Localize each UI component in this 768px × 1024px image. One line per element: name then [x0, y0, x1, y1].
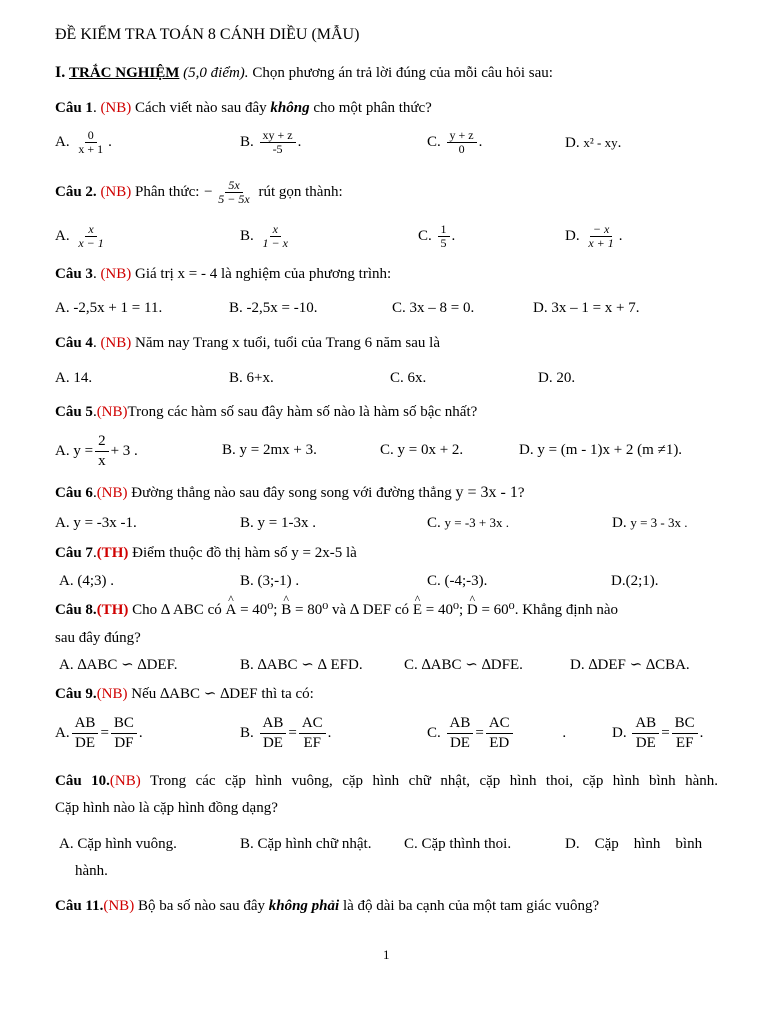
- denominator: DE: [262, 735, 283, 752]
- numerator: BC: [111, 714, 137, 734]
- q2-option-c: [418, 221, 455, 251]
- question-4: Câu 4. (NB) Năm nay Trang x tuổi, tuổi của Trang 6 năm sau là: [55, 335, 440, 351]
- question-label: Câu 1: [55, 100, 93, 116]
- q1-option-d: [565, 134, 621, 152]
- option-tail: .: [451, 228, 456, 244]
- denominator: 5: [440, 236, 447, 251]
- fraction: [486, 714, 513, 753]
- expression: y = -3x -1.: [73, 515, 137, 531]
- option-letter: B.: [240, 515, 254, 531]
- option-tail: .: [297, 134, 302, 150]
- question-10-line2: Cặp hình nào là cặp hình đồng dạng?: [55, 800, 278, 816]
- numerator: x: [85, 223, 96, 237]
- section-roman: I.: [55, 64, 66, 81]
- q2-option-d: [565, 221, 623, 251]
- question-5: Câu 5.(NB)Trong các hàm số sau đây hàm số nào là hàm số bậc nhất?: [55, 404, 478, 420]
- q5-option-d: [519, 441, 682, 459]
- q3-option-a: A. -2,5x + 1 = 11.: [55, 300, 163, 316]
- option-letter: D.: [565, 135, 580, 151]
- option-tail: .: [617, 135, 622, 151]
- option-letter: D.: [565, 228, 580, 244]
- denominator: 1 − x: [262, 236, 288, 251]
- fraction: [632, 714, 659, 753]
- q9-option-a: A. $\frac{AB}{DE}$ = $\frac{BC}{DF}$ .: [55, 715, 143, 752]
- q8-option-d: D. ∆DEF ∽ ∆CBA.: [570, 657, 690, 673]
- q4-option-b: B. 6+x.: [229, 370, 274, 386]
- q2-option-a: [55, 221, 109, 251]
- denominator: 5 − 5x: [218, 192, 250, 207]
- q6-option-d: [612, 514, 688, 532]
- numerator: AB: [260, 714, 287, 734]
- question-text: rút gọn thành:: [258, 184, 343, 200]
- fraction: [111, 714, 137, 753]
- q7-option-a: A. (4;3) .: [59, 573, 114, 589]
- section-header: [55, 64, 553, 82]
- expression: y = 2mx + 3.: [239, 442, 317, 458]
- denominator: -5: [272, 142, 283, 157]
- q4-option-a: A. 14.: [55, 370, 93, 386]
- question-10: [55, 772, 718, 790]
- expression: y = 1-3x .: [257, 515, 316, 531]
- angle-e: [412, 592, 422, 619]
- option-letter: B.: [240, 725, 254, 741]
- q5-option-c: [380, 441, 463, 459]
- q4-option-d: D. 20.: [538, 370, 576, 386]
- q10-option-d-cont: hành.: [75, 863, 108, 879]
- question-11: [55, 897, 599, 915]
- q5-option-b: [222, 441, 317, 459]
- fraction: [215, 179, 252, 206]
- expression: y = -3 + 3x .: [444, 515, 510, 530]
- q1-option-a: [55, 127, 112, 157]
- option-tail: .: [478, 134, 483, 150]
- question-2: [55, 177, 343, 207]
- hat-mark: ^: [283, 592, 290, 606]
- option-letter: D.: [612, 515, 627, 531]
- question-text: = 80⁰ và: [294, 602, 347, 618]
- fraction: [72, 714, 99, 753]
- fraction: [672, 714, 698, 753]
- option-tail: .: [618, 228, 623, 244]
- angle-a: [225, 592, 237, 619]
- fraction: [447, 129, 477, 156]
- level-tag: (TH): [96, 602, 129, 618]
- question-text: Cách viết nào sau đây: [135, 100, 267, 116]
- option-letter: C.: [427, 134, 441, 150]
- denominator: DE: [635, 735, 656, 752]
- hat-mark: ^: [469, 592, 476, 606]
- option-letter: C.: [427, 515, 441, 531]
- option-letter: C.: [427, 725, 441, 741]
- numerator: AC: [486, 714, 513, 734]
- question-text: Phân thức:: [135, 184, 200, 200]
- option-letter: C.: [418, 228, 432, 244]
- denominator: x + 1: [588, 236, 614, 251]
- angle-vertex: A: [225, 602, 237, 618]
- numerator: 1: [438, 223, 450, 237]
- question-text: = 60⁰. Khẳng định nào: [481, 602, 619, 618]
- option-tail: .: [699, 725, 704, 741]
- option-letter: A.: [55, 515, 70, 531]
- q3-option-b: B. -2,5x = -10.: [229, 300, 318, 316]
- option-letter: A.: [55, 134, 70, 150]
- question-text: = 40⁰;: [240, 602, 278, 618]
- q3-option-d: D. 3x – 1 = x + 7.: [533, 300, 640, 316]
- numerator: AB: [72, 714, 99, 734]
- q10-option-d: D. Cặp hình bình: [565, 836, 703, 852]
- hat-mark: ^: [414, 592, 421, 606]
- question-text: = 40⁰;: [425, 602, 464, 618]
- question-label: Câu 4: [55, 335, 93, 351]
- q7-option-b: B. (3;-1) .: [240, 573, 300, 589]
- question-label: Câu 8.: [55, 602, 97, 618]
- question-text: cho một phân thức?: [313, 100, 432, 116]
- q6-option-b: [240, 514, 316, 532]
- q7-option-c: C. (-4;-3).: [427, 573, 488, 589]
- numerator: 2: [95, 432, 109, 452]
- denominator: 0: [458, 142, 465, 157]
- question-1: Câu 1. (NB) Cách viết nào sau đây không cho một phân thức?: [55, 100, 432, 116]
- denominator: x: [98, 453, 106, 469]
- question-label: Câu 5: [55, 404, 93, 420]
- page-number: 1: [383, 947, 390, 962]
- q10-option-b: B. Cặp hình chữ nhật.: [240, 836, 372, 852]
- fraction: [299, 714, 326, 753]
- fraction: [75, 223, 106, 250]
- option-letter: B.: [240, 228, 254, 244]
- denominator: DF: [114, 735, 134, 752]
- q9-option-b: B. $\frac{AB}{DE}$ = $\frac{AC}{EF}$ .: [240, 715, 332, 752]
- denominator: x − 1: [78, 236, 104, 251]
- angle-vertex: E: [412, 602, 422, 618]
- q8-option-b: B. ∆ABC ∽ ∆ EFD.: [240, 657, 363, 673]
- option-letter: D.: [519, 442, 534, 458]
- option-letter: A.: [55, 228, 70, 244]
- denominator: EF: [675, 735, 694, 752]
- numerator: AC: [299, 714, 326, 734]
- question-text: ∆ DEF có: [349, 602, 410, 618]
- numerator: AB: [632, 714, 659, 734]
- q8-option-a: A. ∆ABC ∽ ∆DEF.: [59, 657, 178, 673]
- angle-b: [281, 592, 292, 619]
- q1-option-c: [427, 127, 482, 157]
- question-text: là độ dài ba cạnh của một tam giác vuông?: [342, 898, 600, 914]
- numerator: 0: [85, 129, 97, 143]
- angle-vertex: D: [466, 602, 478, 618]
- numerator: 5x: [225, 179, 242, 193]
- minus-sign: −: [203, 184, 214, 200]
- question-label: Câu 7: [55, 545, 93, 561]
- option-letter: B.: [222, 442, 236, 458]
- option-letter: B.: [240, 134, 254, 150]
- fraction: [438, 223, 450, 250]
- fraction: [95, 432, 109, 471]
- fraction: [447, 714, 474, 753]
- q5-option-a: [55, 432, 138, 471]
- question-text: Trong các cặp hình vuông, cặp hình chữ nhật, cặp hình thoi, cặp hình bình hành.: [149, 773, 719, 789]
- question-text: Giá trị x = - 4 là nghiệm của phương trình:: [135, 266, 392, 282]
- question-6: Câu 6.(NB) Đường thẳng nào sau đây song song với đường thẳng y = 3x - 1?: [55, 484, 525, 501]
- hat-mark: ^: [228, 592, 234, 606]
- question-text: Năm nay Trang x tuổi, tuổi của Trang 6 năm sau là: [135, 335, 440, 351]
- q4-option-c: C. 6x.: [390, 370, 427, 386]
- question-label: Câu 11.: [55, 898, 104, 914]
- level-tag: (NB): [103, 898, 135, 914]
- question-label: Câu 3: [55, 266, 93, 282]
- question-text: Nếu ∆ABC ∽ ∆DEF thì ta có:: [131, 686, 314, 702]
- fraction: [260, 129, 296, 156]
- q9-option-c: C. $\frac{AB}{DE}$ = $\frac{AC}{ED}$ .: [427, 715, 567, 752]
- expression: y = (m - 1)x + 2: [537, 442, 634, 458]
- question-text: ∆ ABC có: [160, 602, 222, 618]
- denominator: x + 1: [78, 142, 104, 157]
- q6-option-a: [55, 514, 137, 532]
- q2-option-b: [240, 221, 293, 251]
- document-title: ĐỀ KIỂM TRA TOÁN 8 CÁNH DIỀU (MẪU): [55, 26, 360, 43]
- option-letter: A.: [55, 442, 70, 459]
- section-name: TRẮC NGHIỆM: [68, 65, 180, 81]
- question-8: [55, 592, 619, 619]
- option-tail: .: [327, 725, 332, 741]
- level-tag: (NB): [100, 184, 132, 200]
- option-letter: D.: [612, 725, 627, 741]
- q1-option-b: [240, 127, 301, 157]
- fraction: [75, 129, 106, 156]
- denominator: EF: [303, 735, 321, 752]
- keyword: không phải: [268, 898, 340, 914]
- question-8-line2: sau đây đúng?: [55, 630, 141, 646]
- question-9: [55, 685, 314, 703]
- level-tag: (NB): [109, 773, 141, 789]
- fraction: [260, 223, 291, 250]
- level-tag: (NB): [96, 485, 128, 501]
- question-text: Đường thẳng nào sau đây song song với đường thẳng: [131, 485, 452, 501]
- line-expression: y = 3x - 1: [455, 484, 518, 501]
- q9-option-d: D. $\frac{AB}{DE}$ = $\frac{BC}{EF}$ .: [612, 715, 704, 752]
- condition: (m ≠1).: [637, 442, 683, 458]
- numerator: − x: [590, 223, 612, 237]
- question-label: Câu 6: [55, 485, 93, 501]
- level-tag: (NB): [100, 266, 132, 282]
- level-tag: (NB): [96, 686, 128, 702]
- fraction: [260, 714, 287, 753]
- expression: y =: [73, 442, 94, 459]
- denominator: DE: [75, 735, 96, 752]
- question-3: Câu 3. (NB) Giá trị x = - 4 là nghiệm của phương trình:: [55, 266, 392, 282]
- question-label: Câu 9.: [55, 686, 97, 702]
- q10-option-a: A. Cặp hình vuông.: [59, 836, 177, 852]
- angle-d: [466, 592, 478, 619]
- q3-option-c: C. 3x – 8 = 0.: [392, 300, 475, 316]
- denominator: DE: [449, 735, 470, 752]
- level-tag: (NB): [100, 100, 132, 116]
- section-instruction: Chọn phương án trả lời đúng của mỗi câu hỏi sau:: [252, 65, 553, 81]
- numerator: BC: [672, 714, 698, 734]
- question-label: Câu 10.: [55, 773, 110, 789]
- numerator: x: [270, 223, 281, 237]
- question-7: Câu 7.(TH) Điểm thuộc đồ thị hàm số y = 2x-5 là: [55, 545, 357, 561]
- numerator: xy + z: [260, 129, 296, 143]
- option-tail: .: [138, 725, 143, 741]
- question-text: Bộ ba số nào sau đây: [137, 898, 265, 914]
- question-label: Câu 2.: [55, 184, 97, 200]
- level-tag: (TH): [96, 545, 129, 561]
- q10-option-c: C. Cặp thình thoi.: [404, 836, 512, 852]
- expression: x² - xy: [583, 135, 618, 150]
- fraction: [585, 223, 616, 250]
- option-letter: C.: [380, 442, 394, 458]
- expression: y = 3 - 3x .: [630, 515, 688, 530]
- denominator: ED: [489, 735, 510, 752]
- numerator: y + z: [447, 129, 477, 143]
- question-text: Trong các hàm số sau đây hàm số nào là hàm số bậc nhất?: [127, 404, 478, 420]
- question-text: Điểm thuộc đồ thị hàm số y = 2x-5 là: [132, 545, 357, 561]
- keyword: không: [270, 100, 310, 116]
- expression: y = 0x + 2.: [397, 442, 464, 458]
- option-tail: .: [562, 725, 567, 741]
- level-tag: (NB): [96, 404, 128, 420]
- numerator: AB: [447, 714, 474, 734]
- q8-option-c: C. ∆ABC ∽ ∆DFE.: [404, 657, 523, 673]
- q6-option-c: [427, 514, 509, 532]
- question-text: Cho: [132, 602, 158, 618]
- question-mark: ?: [517, 485, 525, 501]
- q7-option-d: D.(2;1).: [611, 573, 659, 589]
- level-tag: (NB): [100, 335, 132, 351]
- option-letter: A.: [55, 725, 70, 741]
- expression: + 3 .: [110, 442, 138, 459]
- section-points: (5,0 điểm).: [183, 65, 249, 81]
- option-tail: .: [108, 134, 112, 150]
- angle-vertex: B: [281, 602, 292, 618]
